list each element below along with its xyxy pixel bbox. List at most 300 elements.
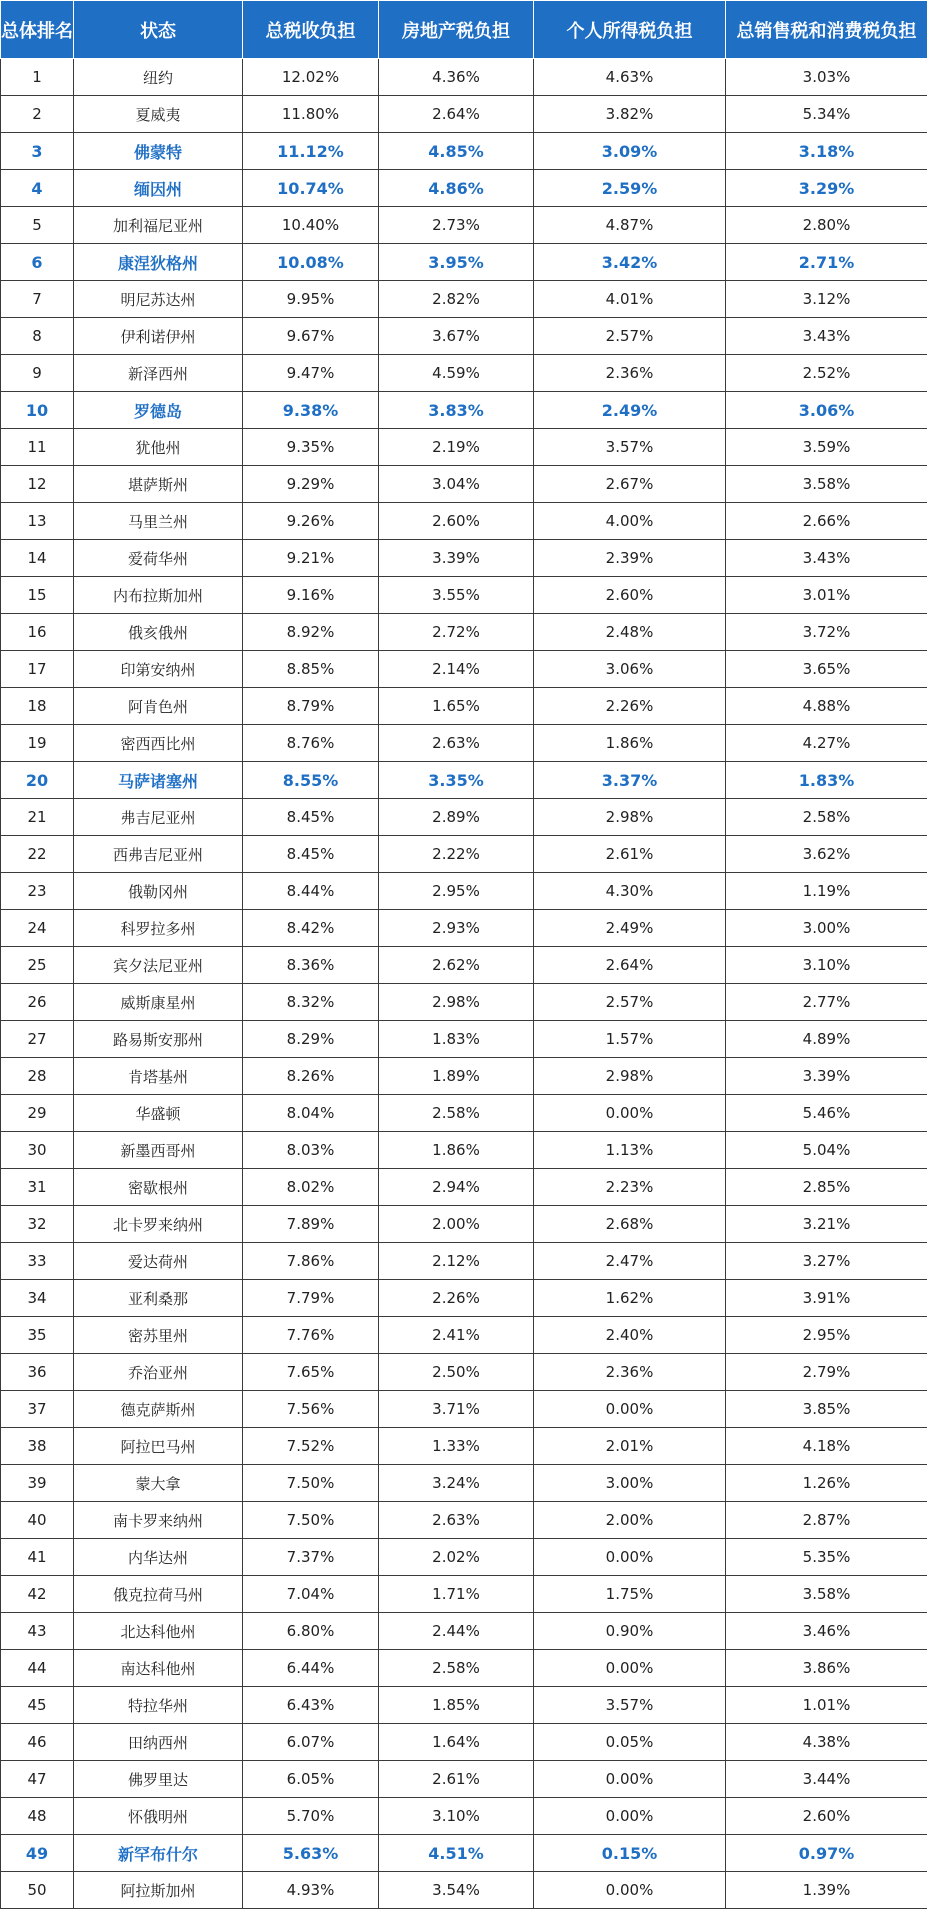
cell-state: 新墨西哥州 <box>74 1132 243 1169</box>
header-property-tax: 房地产税负担 <box>379 1 534 59</box>
cell-income-tax: 1.62% <box>534 1280 726 1317</box>
cell-income-tax: 2.61% <box>534 836 726 873</box>
cell-income-tax: 2.01% <box>534 1428 726 1465</box>
cell-property-tax: 2.63% <box>379 1502 534 1539</box>
cell-sales-tax: 3.00% <box>726 910 927 947</box>
cell-state: 科罗拉多州 <box>74 910 243 947</box>
cell-property-tax: 2.61% <box>379 1761 534 1798</box>
cell-total-tax: 8.04% <box>243 1095 379 1132</box>
cell-state: 怀俄明州 <box>74 1798 243 1835</box>
cell-rank: 17 <box>1 651 74 688</box>
cell-total-tax: 6.80% <box>243 1613 379 1650</box>
table-row <box>1 1502 927 1539</box>
table-row <box>1 1317 927 1354</box>
cell-state: 亚利桑那 <box>74 1280 243 1317</box>
cell-sales-tax: 3.91% <box>726 1280 927 1317</box>
table-row <box>1 59 927 96</box>
table-row <box>1 540 927 577</box>
cell-rank: 9 <box>1 355 74 392</box>
header-state: 状态 <box>74 1 243 59</box>
cell-state: 印第安纳州 <box>74 651 243 688</box>
table-row <box>1 1539 927 1576</box>
cell-total-tax: 10.08% <box>243 244 379 281</box>
cell-sales-tax: 4.18% <box>726 1428 927 1465</box>
table-row <box>1 799 927 836</box>
cell-income-tax: 2.00% <box>534 1502 726 1539</box>
cell-sales-tax: 4.38% <box>726 1724 927 1761</box>
table-row <box>1 1576 927 1613</box>
cell-total-tax: 8.32% <box>243 984 379 1021</box>
table-row <box>1 651 927 688</box>
cell-state: 北卡罗来纳州 <box>74 1206 243 1243</box>
cell-rank: 35 <box>1 1317 74 1354</box>
cell-property-tax: 2.02% <box>379 1539 534 1576</box>
cell-property-tax: 1.33% <box>379 1428 534 1465</box>
cell-total-tax: 7.52% <box>243 1428 379 1465</box>
cell-property-tax: 2.44% <box>379 1613 534 1650</box>
cell-property-tax: 2.94% <box>379 1169 534 1206</box>
cell-total-tax: 9.26% <box>243 503 379 540</box>
table-row <box>1 1650 927 1687</box>
cell-state: 威斯康星州 <box>74 984 243 1021</box>
table-row <box>1 1761 927 1798</box>
cell-rank: 32 <box>1 1206 74 1243</box>
cell-rank: 4 <box>1 170 74 207</box>
cell-total-tax: 9.38% <box>243 392 379 429</box>
cell-total-tax: 7.89% <box>243 1206 379 1243</box>
cell-rank: 39 <box>1 1465 74 1502</box>
table-row <box>1 429 927 466</box>
table-row <box>1 503 927 540</box>
cell-total-tax: 8.03% <box>243 1132 379 1169</box>
cell-sales-tax: 1.39% <box>726 1872 927 1909</box>
cell-sales-tax: 3.29% <box>726 170 927 207</box>
cell-total-tax: 10.74% <box>243 170 379 207</box>
cell-state: 俄勒冈州 <box>74 873 243 910</box>
cell-income-tax: 2.98% <box>534 799 726 836</box>
cell-rank: 48 <box>1 1798 74 1835</box>
cell-sales-tax: 2.66% <box>726 503 927 540</box>
cell-sales-tax: 3.43% <box>726 318 927 355</box>
cell-state: 华盛顿 <box>74 1095 243 1132</box>
cell-rank: 44 <box>1 1650 74 1687</box>
cell-state: 加利福尼亚州 <box>74 207 243 244</box>
cell-income-tax: 3.57% <box>534 1687 726 1724</box>
cell-income-tax: 0.00% <box>534 1095 726 1132</box>
cell-rank: 19 <box>1 725 74 762</box>
cell-rank: 40 <box>1 1502 74 1539</box>
cell-income-tax: 2.57% <box>534 318 726 355</box>
cell-state: 罗德岛 <box>74 392 243 429</box>
cell-income-tax: 0.05% <box>534 1724 726 1761</box>
cell-total-tax: 10.40% <box>243 207 379 244</box>
cell-property-tax: 2.98% <box>379 984 534 1021</box>
cell-income-tax: 1.86% <box>534 725 726 762</box>
cell-rank: 21 <box>1 799 74 836</box>
cell-sales-tax: 3.72% <box>726 614 927 651</box>
cell-sales-tax: 3.39% <box>726 1058 927 1095</box>
cell-rank: 43 <box>1 1613 74 1650</box>
cell-property-tax: 4.59% <box>379 355 534 392</box>
table-row <box>1 614 927 651</box>
cell-income-tax: 3.42% <box>534 244 726 281</box>
cell-income-tax: 2.48% <box>534 614 726 651</box>
cell-rank: 45 <box>1 1687 74 1724</box>
cell-sales-tax: 3.21% <box>726 1206 927 1243</box>
cell-property-tax: 4.36% <box>379 59 534 96</box>
cell-total-tax: 8.29% <box>243 1021 379 1058</box>
table-row <box>1 133 927 170</box>
cell-rank: 2 <box>1 96 74 133</box>
cell-property-tax: 2.73% <box>379 207 534 244</box>
header-rank: 总体排名 <box>1 1 74 59</box>
cell-property-tax: 3.10% <box>379 1798 534 1835</box>
table-row <box>1 281 927 318</box>
cell-total-tax: 9.95% <box>243 281 379 318</box>
cell-rank: 7 <box>1 281 74 318</box>
cell-property-tax: 4.85% <box>379 133 534 170</box>
cell-property-tax: 1.85% <box>379 1687 534 1724</box>
cell-property-tax: 3.24% <box>379 1465 534 1502</box>
cell-income-tax: 2.67% <box>534 466 726 503</box>
cell-state: 俄亥俄州 <box>74 614 243 651</box>
cell-rank: 6 <box>1 244 74 281</box>
cell-property-tax: 1.89% <box>379 1058 534 1095</box>
cell-total-tax: 9.16% <box>243 577 379 614</box>
cell-income-tax: 3.09% <box>534 133 726 170</box>
cell-property-tax: 2.26% <box>379 1280 534 1317</box>
cell-total-tax: 4.93% <box>243 1872 379 1909</box>
table-row <box>1 1798 927 1835</box>
cell-income-tax: 0.00% <box>534 1391 726 1428</box>
cell-sales-tax: 3.03% <box>726 59 927 96</box>
cell-total-tax: 8.45% <box>243 836 379 873</box>
table-row <box>1 355 927 392</box>
cell-total-tax: 11.80% <box>243 96 379 133</box>
cell-income-tax: 3.82% <box>534 96 726 133</box>
cell-rank: 10 <box>1 392 74 429</box>
table-row <box>1 836 927 873</box>
header-total-tax: 总税收负担 <box>243 1 379 59</box>
cell-total-tax: 7.56% <box>243 1391 379 1428</box>
cell-total-tax: 9.67% <box>243 318 379 355</box>
cell-property-tax: 2.60% <box>379 503 534 540</box>
cell-total-tax: 7.37% <box>243 1539 379 1576</box>
cell-income-tax: 4.30% <box>534 873 726 910</box>
cell-state: 新泽西州 <box>74 355 243 392</box>
cell-property-tax: 2.93% <box>379 910 534 947</box>
table-row <box>1 1428 927 1465</box>
cell-rank: 23 <box>1 873 74 910</box>
cell-sales-tax: 2.85% <box>726 1169 927 1206</box>
table-row <box>1 1280 927 1317</box>
cell-income-tax: 2.23% <box>534 1169 726 1206</box>
table-row <box>1 1354 927 1391</box>
table-row <box>1 1391 927 1428</box>
cell-rank: 5 <box>1 207 74 244</box>
cell-state: 爱达荷州 <box>74 1243 243 1280</box>
cell-sales-tax: 2.80% <box>726 207 927 244</box>
cell-income-tax: 1.75% <box>534 1576 726 1613</box>
table-row <box>1 725 927 762</box>
cell-state: 南达科他州 <box>74 1650 243 1687</box>
cell-total-tax: 8.44% <box>243 873 379 910</box>
table-row <box>1 1835 927 1872</box>
cell-state: 佛蒙特 <box>74 133 243 170</box>
cell-state: 阿拉斯加州 <box>74 1872 243 1909</box>
cell-state: 蒙大拿 <box>74 1465 243 1502</box>
cell-property-tax: 2.82% <box>379 281 534 318</box>
table-row <box>1 466 927 503</box>
cell-sales-tax: 2.71% <box>726 244 927 281</box>
cell-sales-tax: 3.65% <box>726 651 927 688</box>
cell-property-tax: 4.51% <box>379 1835 534 1872</box>
header-income-tax: 个人所得税负担 <box>534 1 726 59</box>
cell-income-tax: 4.87% <box>534 207 726 244</box>
cell-property-tax: 2.14% <box>379 651 534 688</box>
cell-sales-tax: 2.60% <box>726 1798 927 1835</box>
cell-total-tax: 8.45% <box>243 799 379 836</box>
cell-rank: 28 <box>1 1058 74 1095</box>
cell-property-tax: 1.71% <box>379 1576 534 1613</box>
cell-sales-tax: 1.83% <box>726 762 927 799</box>
cell-rank: 8 <box>1 318 74 355</box>
table-row <box>1 96 927 133</box>
cell-property-tax: 3.67% <box>379 318 534 355</box>
cell-sales-tax: 3.59% <box>726 429 927 466</box>
cell-state: 肯塔基州 <box>74 1058 243 1095</box>
cell-state: 爱荷华州 <box>74 540 243 577</box>
cell-property-tax: 2.00% <box>379 1206 534 1243</box>
cell-property-tax: 1.65% <box>379 688 534 725</box>
cell-rank: 16 <box>1 614 74 651</box>
cell-state: 南卡罗来纳州 <box>74 1502 243 1539</box>
cell-sales-tax: 2.87% <box>726 1502 927 1539</box>
cell-income-tax: 4.63% <box>534 59 726 96</box>
table-row <box>1 947 927 984</box>
cell-total-tax: 8.02% <box>243 1169 379 1206</box>
cell-rank: 33 <box>1 1243 74 1280</box>
cell-total-tax: 9.47% <box>243 355 379 392</box>
cell-income-tax: 2.47% <box>534 1243 726 1280</box>
cell-state: 密西西比州 <box>74 725 243 762</box>
cell-rank: 13 <box>1 503 74 540</box>
cell-property-tax: 1.83% <box>379 1021 534 1058</box>
table-row <box>1 1095 927 1132</box>
cell-income-tax: 0.00% <box>534 1650 726 1687</box>
cell-income-tax: 3.37% <box>534 762 726 799</box>
cell-state: 德克萨斯州 <box>74 1391 243 1428</box>
cell-rank: 38 <box>1 1428 74 1465</box>
cell-total-tax: 6.07% <box>243 1724 379 1761</box>
cell-income-tax: 2.39% <box>534 540 726 577</box>
table-row <box>1 244 927 281</box>
cell-income-tax: 0.00% <box>534 1798 726 1835</box>
cell-total-tax: 6.05% <box>243 1761 379 1798</box>
cell-property-tax: 2.19% <box>379 429 534 466</box>
cell-total-tax: 5.63% <box>243 1835 379 1872</box>
cell-sales-tax: 3.58% <box>726 1576 927 1613</box>
cell-property-tax: 1.64% <box>379 1724 534 1761</box>
cell-rank: 41 <box>1 1539 74 1576</box>
cell-total-tax: 7.04% <box>243 1576 379 1613</box>
cell-state: 田纳西州 <box>74 1724 243 1761</box>
cell-total-tax: 8.76% <box>243 725 379 762</box>
cell-state: 明尼苏达州 <box>74 281 243 318</box>
cell-sales-tax: 3.44% <box>726 1761 927 1798</box>
table-row <box>1 1058 927 1095</box>
cell-property-tax: 3.83% <box>379 392 534 429</box>
cell-income-tax: 2.64% <box>534 947 726 984</box>
cell-income-tax: 1.13% <box>534 1132 726 1169</box>
table-row <box>1 318 927 355</box>
cell-property-tax: 4.86% <box>379 170 534 207</box>
cell-income-tax: 3.57% <box>534 429 726 466</box>
table-row <box>1 984 927 1021</box>
table-row <box>1 1243 927 1280</box>
cell-sales-tax: 3.62% <box>726 836 927 873</box>
cell-rank: 47 <box>1 1761 74 1798</box>
cell-rank: 22 <box>1 836 74 873</box>
cell-property-tax: 2.41% <box>379 1317 534 1354</box>
cell-sales-tax: 3.06% <box>726 392 927 429</box>
cell-income-tax: 2.49% <box>534 910 726 947</box>
cell-income-tax: 2.98% <box>534 1058 726 1095</box>
table-row <box>1 1021 927 1058</box>
cell-property-tax: 3.39% <box>379 540 534 577</box>
cell-state: 夏威夷 <box>74 96 243 133</box>
cell-sales-tax: 3.10% <box>726 947 927 984</box>
cell-total-tax: 8.55% <box>243 762 379 799</box>
table-row <box>1 1613 927 1650</box>
cell-total-tax: 7.50% <box>243 1465 379 1502</box>
cell-sales-tax: 3.27% <box>726 1243 927 1280</box>
cell-sales-tax: 2.79% <box>726 1354 927 1391</box>
cell-sales-tax: 2.77% <box>726 984 927 1021</box>
cell-property-tax: 2.63% <box>379 725 534 762</box>
cell-total-tax: 6.43% <box>243 1687 379 1724</box>
cell-sales-tax: 4.27% <box>726 725 927 762</box>
cell-state: 俄克拉荷马州 <box>74 1576 243 1613</box>
cell-state: 马里兰州 <box>74 503 243 540</box>
cell-property-tax: 2.22% <box>379 836 534 873</box>
cell-total-tax: 8.42% <box>243 910 379 947</box>
table-row <box>1 688 927 725</box>
cell-rank: 42 <box>1 1576 74 1613</box>
header-row <box>1 1 927 59</box>
cell-state: 内布拉斯加州 <box>74 577 243 614</box>
cell-income-tax: 0.90% <box>534 1613 726 1650</box>
cell-sales-tax: 5.46% <box>726 1095 927 1132</box>
cell-property-tax: 2.12% <box>379 1243 534 1280</box>
cell-rank: 12 <box>1 466 74 503</box>
cell-property-tax: 3.55% <box>379 577 534 614</box>
cell-property-tax: 3.35% <box>379 762 534 799</box>
cell-state: 新罕布什尔 <box>74 1835 243 1872</box>
cell-income-tax: 2.40% <box>534 1317 726 1354</box>
cell-rank: 27 <box>1 1021 74 1058</box>
header-sales-tax: 总销售税和消费税负担 <box>726 1 927 59</box>
cell-rank: 14 <box>1 540 74 577</box>
cell-state: 北达科他州 <box>74 1613 243 1650</box>
cell-sales-tax: 1.01% <box>726 1687 927 1724</box>
cell-state: 乔治亚州 <box>74 1354 243 1391</box>
cell-total-tax: 11.12% <box>243 133 379 170</box>
cell-state: 佛罗里达 <box>74 1761 243 1798</box>
cell-sales-tax: 5.35% <box>726 1539 927 1576</box>
cell-state: 特拉华州 <box>74 1687 243 1724</box>
cell-sales-tax: 1.19% <box>726 873 927 910</box>
cell-rank: 26 <box>1 984 74 1021</box>
cell-rank: 3 <box>1 133 74 170</box>
cell-property-tax: 3.04% <box>379 466 534 503</box>
cell-total-tax: 9.21% <box>243 540 379 577</box>
cell-rank: 25 <box>1 947 74 984</box>
cell-property-tax: 2.95% <box>379 873 534 910</box>
cell-income-tax: 2.36% <box>534 355 726 392</box>
cell-sales-tax: 3.18% <box>726 133 927 170</box>
cell-state: 内华达州 <box>74 1539 243 1576</box>
cell-income-tax: 3.00% <box>534 1465 726 1502</box>
table-row <box>1 392 927 429</box>
cell-income-tax: 2.36% <box>534 1354 726 1391</box>
table-row <box>1 207 927 244</box>
cell-total-tax: 8.85% <box>243 651 379 688</box>
table-row <box>1 1872 927 1909</box>
cell-sales-tax: 3.85% <box>726 1391 927 1428</box>
table-row <box>1 1169 927 1206</box>
cell-property-tax: 3.71% <box>379 1391 534 1428</box>
cell-rank: 34 <box>1 1280 74 1317</box>
cell-rank: 37 <box>1 1391 74 1428</box>
table-body <box>1 59 927 1909</box>
cell-state: 纽约 <box>74 59 243 96</box>
cell-rank: 49 <box>1 1835 74 1872</box>
cell-total-tax: 7.86% <box>243 1243 379 1280</box>
cell-sales-tax: 3.43% <box>726 540 927 577</box>
table-row <box>1 873 927 910</box>
cell-total-tax: 7.50% <box>243 1502 379 1539</box>
cell-total-tax: 5.70% <box>243 1798 379 1835</box>
cell-rank: 31 <box>1 1169 74 1206</box>
cell-state: 宾夕法尼亚州 <box>74 947 243 984</box>
cell-rank: 24 <box>1 910 74 947</box>
cell-total-tax: 7.79% <box>243 1280 379 1317</box>
cell-sales-tax: 0.97% <box>726 1835 927 1872</box>
cell-income-tax: 0.00% <box>534 1872 726 1909</box>
cell-income-tax: 2.59% <box>534 170 726 207</box>
cell-rank: 46 <box>1 1724 74 1761</box>
cell-income-tax: 2.49% <box>534 392 726 429</box>
cell-total-tax: 7.76% <box>243 1317 379 1354</box>
cell-income-tax: 4.01% <box>534 281 726 318</box>
cell-sales-tax: 3.01% <box>726 577 927 614</box>
cell-state: 堪萨斯州 <box>74 466 243 503</box>
cell-property-tax: 3.95% <box>379 244 534 281</box>
table-row <box>1 1132 927 1169</box>
cell-sales-tax: 3.46% <box>726 1613 927 1650</box>
table-row <box>1 1206 927 1243</box>
cell-sales-tax: 2.95% <box>726 1317 927 1354</box>
cell-sales-tax: 4.89% <box>726 1021 927 1058</box>
cell-property-tax: 1.86% <box>379 1132 534 1169</box>
cell-rank: 15 <box>1 577 74 614</box>
cell-state: 密苏里州 <box>74 1317 243 1354</box>
cell-sales-tax: 4.88% <box>726 688 927 725</box>
cell-state: 伊利诺伊州 <box>74 318 243 355</box>
cell-sales-tax: 1.26% <box>726 1465 927 1502</box>
cell-income-tax: 0.00% <box>534 1539 726 1576</box>
